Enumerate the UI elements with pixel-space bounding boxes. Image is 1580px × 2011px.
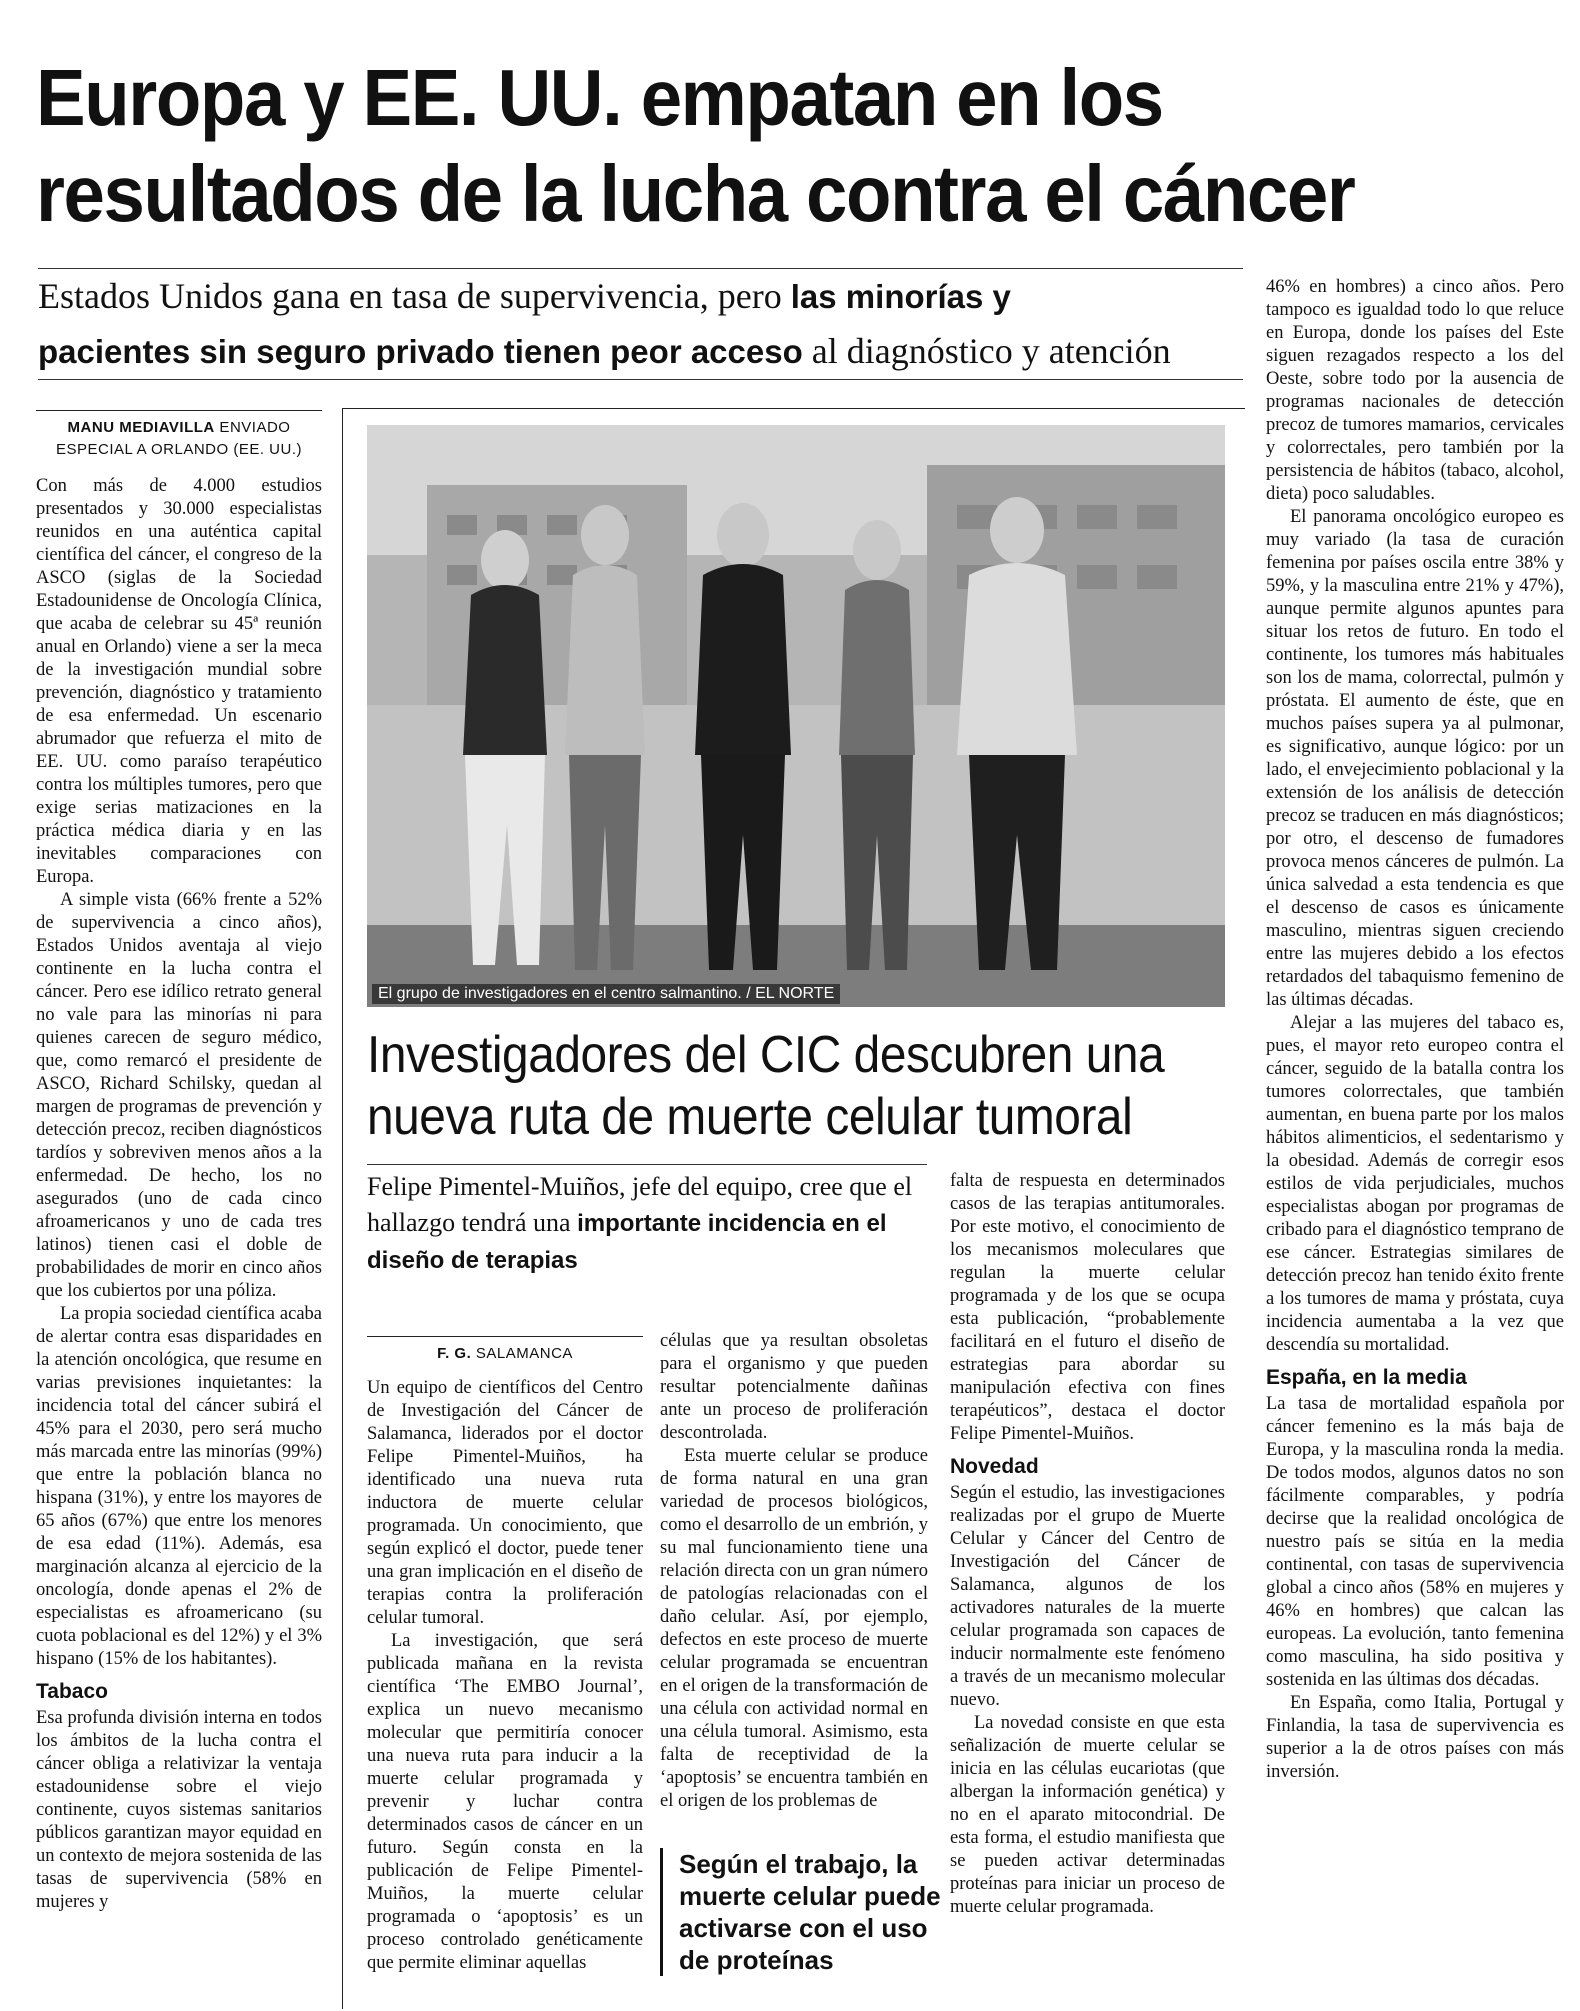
- inner-col-b-paragraph-2: Esta muerte celular se produce de forma natural en una gran variedad de procesos biológicos, como el desarrollo de un embrión, y su mal funcionamiento tiene una relación directa con un gran número de patologías relacionadas con el daño celular. Así, por ejemplo, defectos en este proceso de muerte celular programada se encuentran en el origen de la transformación de una célula con actividad normal en una célula tumoral. Asimismo, esta falta de receptividad de la ‘apoptosis’ se encuentra también en el origen de los problemas de: [660, 1446, 928, 1811]
- group-photo-image: [367, 425, 1225, 1007]
- photo-caption: El grupo de investigadores en el centro salmantino. / EL NORTE: [372, 984, 840, 1004]
- subhead-text-1: Estados Unidos gana en tasa de supervivencia, pero: [38, 276, 791, 316]
- col4-paragraph-4: La tasa de mortalidad española por cáncer femenino es la más baja de Europa, y la masculina ronda la media. De todos modos, algunos datos no son fácilmente comparables, y podría decirse que la realidad oncológica de nuestro país se sitúa en la media continental, con tasas de supervivencia global a cinco años (58% en mujeres y 46% en hombres) que calcan las europeas. La evolución, tanto femenina como masculina, ha sido positiva y sostenida en las últimas dos décadas.: [1266, 1394, 1564, 1690]
- inner-column-c: [950, 1170, 1225, 1919]
- col1-paragraph-3: La propia sociedad científica acaba de alertar contra esas disparidades en la atención oncológica, que resume en varias previsiones inquietantes: la incidencia total del cáncer subirá el 45% para el 2030, pero será mucho más marcada entre las minorías (99%) que entre la población blanca no hispana (31%), y entre los mayores de 65 años (67%) que entre los menores de esa edad (11%). Además, esa marginación alcanza al ejercicio de la oncología, donde apenas el 2% de especialistas es afroamericano (su cuota poblacional es del 12%) y el 3% hispano (15% de los habitantes).: [36, 1304, 322, 1669]
- col4-paragraph-2: El panorama oncológico europeo es muy variado (la tasa de curación femenina por países oscila entre 38% y 59%, y la masculina entre 21% y 47%), aunque permite algunos apuntes para situar los retos de futuro. En todo el continente, los tumores más habituales son los de mama, colorrectal, pulmón y próstata. El aumento de éste, que en muchos países supera ya al pulmonar, es significativo, aunque lógico: por un lado, el envejecimiento poblacional y la extensión de los análisis de detección precoz se traducen en más diagnósticos; por otro, el descenso de fumadores provoca menos cánceres de pulmón. La única salvedad a esta tendencia es que el descenso de casos es únicamente masculino, mientras siguen creciendo entre las mujeres debido a los efectos retardados del tabaquismo femenino de las últimas décadas.: [1266, 507, 1564, 1010]
- inner-subheading-novedad: Novedad: [950, 1455, 1039, 1478]
- byline-role: ENVIADO: [214, 419, 291, 436]
- byline-location: ESPECIAL A ORLANDO (EE. UU.): [55, 441, 302, 458]
- subhead-bold-1: las minorías y: [790, 278, 1011, 315]
- byline: [36, 410, 322, 461]
- subheadline: [38, 268, 1243, 380]
- inner-subhead-text: Felipe Pimentel-Muiños, jefe del equipo, cree que el hallazgo tendrá una: [367, 1172, 913, 1237]
- inner-headline-line-2: nueva ruta de muerte celular tumoral: [367, 1088, 1133, 1146]
- inner-col-c-paragraph-3: La novedad consiste en que esta señalización de muerte celular se inicia en las células eucariotas (que albergan la información genética) y no en el aparato mitocondrial. De esta forma, el estudio manifiesta que se pueden activar determinadas proteínas para iniciar un proceso de muerte celular programada.: [950, 1713, 1225, 1917]
- byline-author: MANU MEDIAVILLA: [67, 419, 215, 436]
- col4-paragraph-3: Alejar a las mujeres del tabaco es, pues, el mayor reto europeo contra el cáncer, seguido de la batalla contra los tumores colorrectales, que también aumentan, en buena parte por los malos hábitos alimenticios, el sedentarismo y la obesidad. Además de corregir esos estilos de vida perjudiciales, muchos especialistas abogan por programas de cribado para el diagnóstico temprano de ese cáncer. Estrategias similares de detección precoz han tenido éxito frente a los tumores de mama y próstata, cuya incidencia aumentaba a la vez que descendía su mortalidad.: [1266, 1013, 1564, 1355]
- inner-column-b: [660, 1330, 928, 1813]
- headline-line-1: Europa y EE. UU. empatan en los: [36, 53, 1163, 142]
- inner-col-a-paragraph-2: La investigación, que será publicada mañana en la revista científica ‘The EMBO Journal’, explica un nuevo mecanismo molecular que permitiría conocer una nueva ruta para inducir a la muerte celular programada y prevenir y luchar contra determinados casos de cáncer en un futuro. Según consta en la publicación de Felipe Pimentel-Muiños, la muerte celular programada o ‘apoptosis’ es un proceso controlado genéticamente que permite eliminar aquellas: [367, 1631, 643, 1973]
- column-1: [36, 410, 322, 1914]
- main-headline: [36, 50, 1450, 242]
- inner-subheadline: [367, 1164, 927, 1279]
- inner-col-b-paragraph-1: células que ya resultan obsoletas para el organismo y que pueden resultar potencialmente dañinas ante un proceso de proliferación descontrolada.: [660, 1331, 928, 1443]
- col1-paragraph-2: A simple vista (66% frente a 52% de supervivencia a cinco años), Estados Unidos aventaja al viejo continente en la lucha contra el cáncer. Pero ese idílico retrato general no vale para las minorías ni para quienes carecen de seguro médico, que, como remarcó el presidente de ASCO, Richard Schilsky, quedan al margen de programas de prevención y detección precoz, reciben diagnósticos tardíos y sobreviven menos años a la enfermedad. De hecho, los no asegurados (uno de cada cinco afroamericanos y uno de cada tres latinos) tienen casi el doble de probabilidades de morir en cinco años que los cubiertos por una póliza.: [36, 890, 322, 1301]
- inner-column-a: [367, 1336, 643, 1975]
- subhead-text-2: al diagnóstico y atención: [802, 331, 1171, 371]
- col4-paragraph-1: 46% en hombres) a cinco años. Pero tampoco es igualdad todo lo que reluce en Europa, donde los países del Este siguen rezagados respecto a los del Oeste, sobre todo por la ausencia de programas nacionales de detección precoz de tumores mamarios, cervicales y colorrectales, pero también por la persistencia de hábitos (tabaco, alcohol, dieta) poco saludables.: [1266, 277, 1564, 504]
- inner-byline: [367, 1336, 643, 1365]
- inner-byline-location: SALAMANCA: [471, 1345, 573, 1362]
- inner-subhead-bold: importante incidencia en el diseño de terapias: [367, 1210, 887, 1274]
- inner-byline-author: F. G.: [437, 1345, 472, 1362]
- subhead-line-2: [38, 324, 1243, 379]
- col4-paragraph-5: En España, como Italia, Portugal y Finlandia, la tasa de supervivencia es superior a la de otros países con más inversión.: [1266, 1693, 1564, 1782]
- column-4: [1266, 276, 1564, 1784]
- headline-line-2: resultados de la lucha contra el cáncer: [36, 149, 1355, 238]
- col1-subheading-tabaco: Tabaco: [36, 1680, 108, 1703]
- subhead-rule-bottom: [38, 379, 1243, 380]
- inner-headline-line-1: Investigadores del CIC descubren una: [367, 1026, 1165, 1084]
- pull-quote: Según el trabajo, la muerte celular puede activarse con el uso de proteínas: [660, 1848, 947, 1976]
- inner-col-a-paragraph-1: Un equipo de científicos del Centro de Investigación del Cáncer de Salamanca, liderados por el doctor Felipe Pimentel-Muiños, ha identificado una nueva ruta inductora de muerte celular programada. Un conocimiento, que según explicó el doctor, puede tener una gran implicación en el diseño de terapias contra la proliferación celular tumoral.: [367, 1378, 643, 1628]
- inner-headline: [367, 1024, 1177, 1148]
- inner-col-c-paragraph-1: falta de respuesta en determinados casos de las terapias antitumorales. Por este motivo, el conocimiento de los mecanismos moleculares que regulan la muerte celular programada y de los que se ocupa esta publicación, “probablemente facilitará en el futuro el diseño de estrategias para abordar su manipulación efectiva con fines terapéuticos”, destaca el doctor Felipe Pimentel-Muiños.: [950, 1171, 1225, 1444]
- subhead-bold-2: pacientes sin seguro privado tienen peor acceso: [38, 333, 803, 370]
- col1-paragraph-1: Con más de 4.000 estudios presentados y 30.000 especialistas reunidos en una auténtica capital científica del cáncer, el congreso de la ASCO (siglas de la Sociedad Estadounidense de Oncología Clínica, que acaba de celebrar su 45ª reunión anual en Orlando) viene a ser la meca de la investigación mundial sobre prevención, diagnóstico y tratamiento de esa enfermedad. Un escenario abrumador que refuerza el mito de EE. UU. como paraíso terapéutico contra los múltiples tumores, pero que exige serias matizaciones en la práctica médica diaria y en las inevitables comparaciones con Europa.: [36, 476, 322, 887]
- col1-paragraph-4: Esa profunda división interna en todos los ámbitos de la lucha contra el cáncer obliga a relativizar la ventaja estadounidense sobre el viejo continente, cuyos sistemas sanitarios públicos garantizan mayor equidad en un contexto de mejora sostenida de las tasas de supervivencia (58% en mujeres y: [36, 1708, 322, 1912]
- group-photo: [367, 425, 1225, 1007]
- col4-subheading-espana: España, en la media: [1266, 1366, 1467, 1389]
- subhead-line-1: [38, 269, 1243, 324]
- inner-col-c-paragraph-2: Según el estudio, las investigaciones realizadas por el grupo de Muerte Celular y Cáncer del Centro de Investigación del Cáncer de Salamanca, algunos de los activadores naturales de la muerte celular programada son capaces de inducir normalmente este fenómeno a través de un mecanismo molecular nuevo.: [950, 1483, 1225, 1710]
